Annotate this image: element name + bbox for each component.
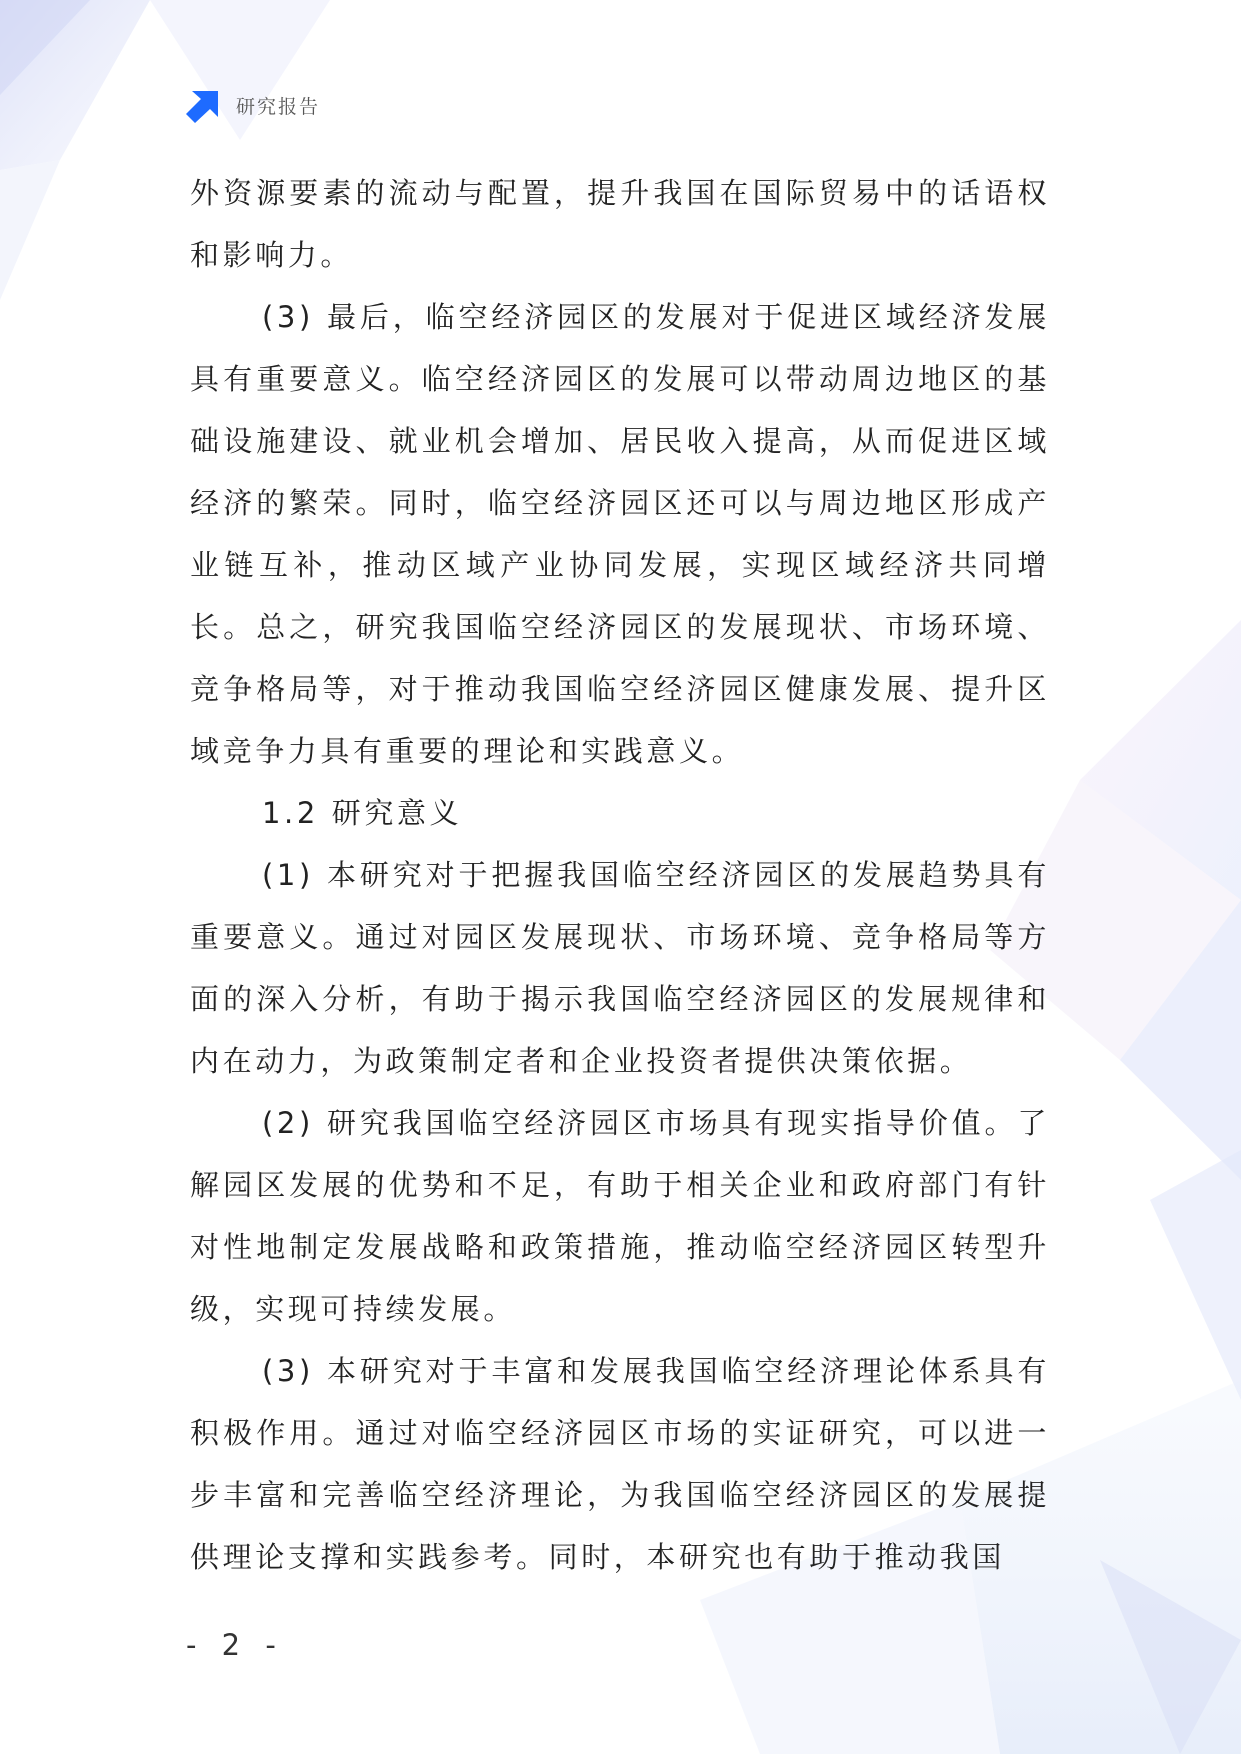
section-heading: 1.2 研究意义 [262,796,463,830]
paragraph-significance-3: (3) 本研究对于丰富和发展我国临空经济理论体系具有积极作用。通过对临空经济园区市场的实证研究，可以进一步丰富和完善临空经济理论，为我国临空经济园区的发展提供理论支撑和实践参考。同时，本研究也有助于推动我国 [190,1354,1050,1574]
report-header [186,88,320,122]
document-body [190,162,1050,1588]
paragraph-point-3-regional: (3) 最后，临空经济园区的发展对于促进区域经济发展具有重要意义。临空经济园区的发展可以带动周边地区的基础设施建设、就业机会增加、居民收入提高，从而促进区域经济的繁荣。同时，临空经济园区还可以与周边地区形成产业链互补，推动区域产业协同发展，实现区域经济共同增长。总之，研究我国临空经济园区的发展现状、市场环境、竞争格局等，对于推动我国临空经济园区健康发展、提升区域竞争力具有重要的理论和实践意义。 [190,300,1050,768]
arrow-up-right-icon [186,87,222,123]
paragraph-significance-1: (1) 本研究对于把握我国临空经济园区的发展趋势具有重要意义。通过对园区发展现状、市场环境、竞争格局等方面的深入分析，有助于揭示我国临空经济园区的发展规律和内在动力，为政策制定者和企业投资者提供决策依据。 [190,858,1050,1078]
header-title: 研究报告 [236,95,321,118]
page-number: - 2 - [186,1628,284,1662]
paragraph-significance-2: (2) 研究我国临空经济园区市场具有现实指导价值。了解园区发展的优势和不足，有助于相关企业和政府部门有针对性地制定发展战略和政策措施，推动临空经济园区转型升级，实现可持续发展。 [190,1106,1050,1326]
paragraph-continuation: 外资源要素的流动与配置，提升我国在国际贸易中的话语权和影响力。 [190,176,1050,272]
